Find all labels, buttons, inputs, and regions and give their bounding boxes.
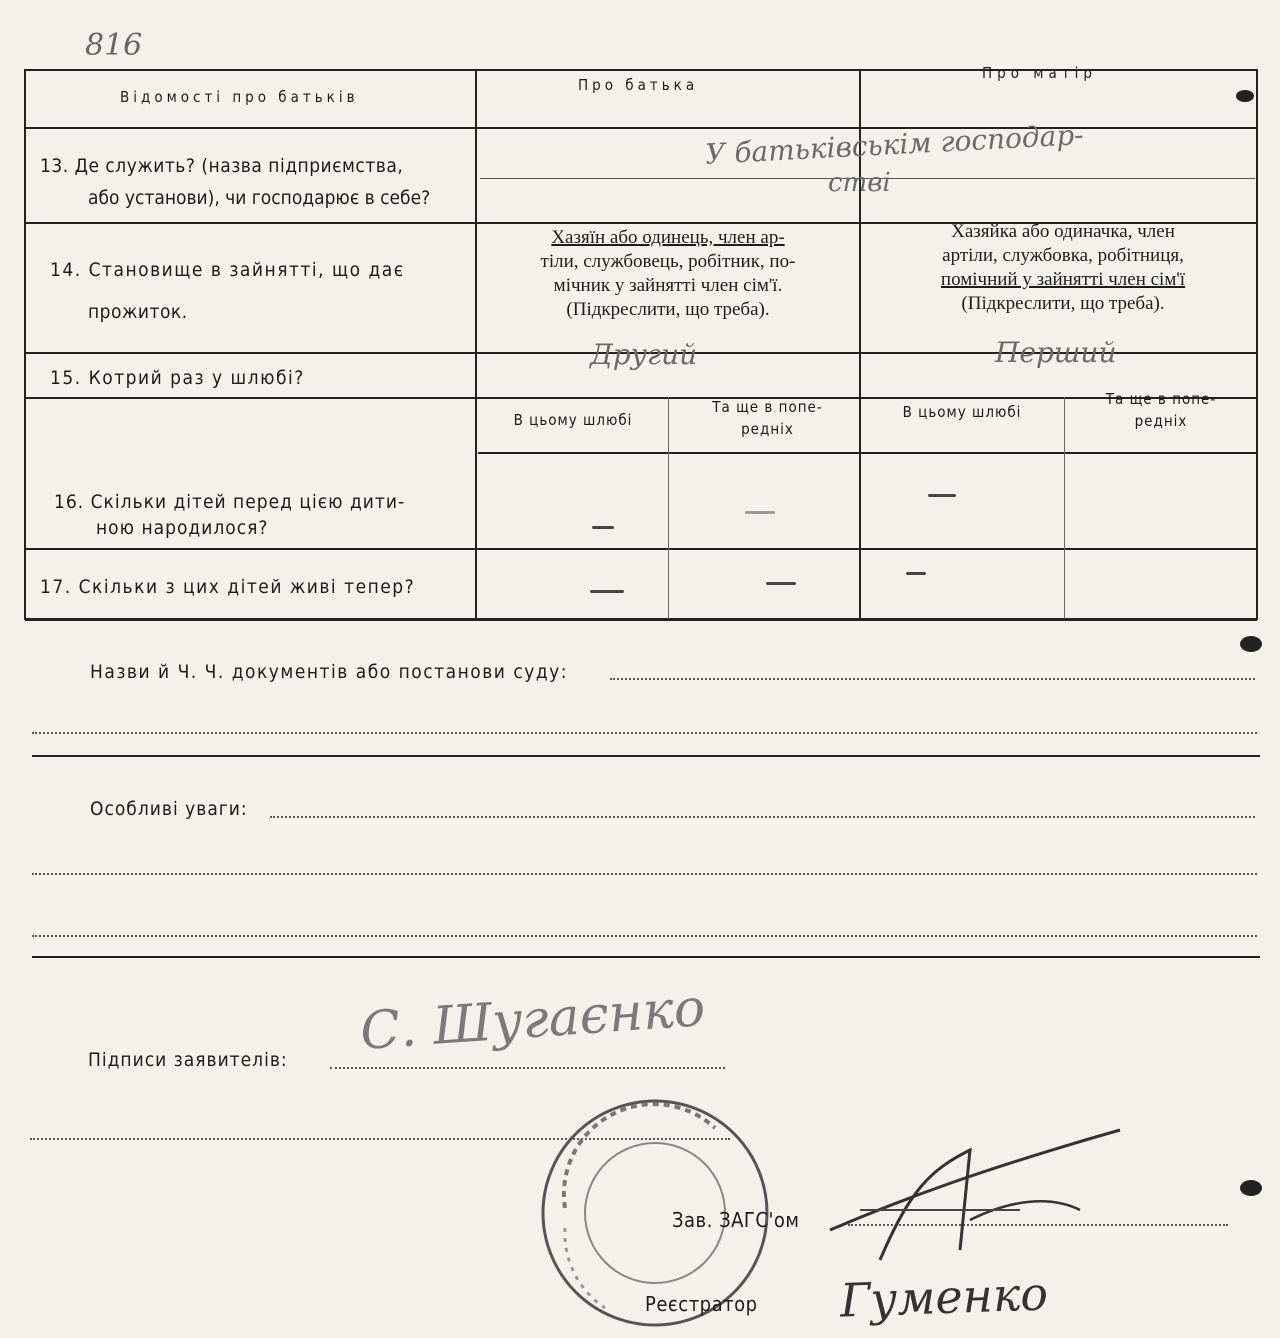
- registrar-label: Реєстратор: [645, 1292, 758, 1316]
- ink-blot: [1236, 90, 1254, 102]
- q16-father-sub2-line2: редніх: [741, 420, 794, 438]
- q16-mother-sub2-line2: редніх: [1134, 412, 1188, 430]
- q14-line2: прожиток.: [88, 301, 188, 323]
- q16-father-sub2-line1: Та ще в попе-: [712, 398, 823, 416]
- q17-text: 17. Скільки з цих дітей живі тепер?: [40, 576, 416, 598]
- remarks-line-3: [32, 935, 1257, 937]
- head-signature-scribble: [820, 1110, 1140, 1270]
- header-mother: Про матір: [982, 64, 1097, 82]
- remarks-line-1: [270, 816, 1255, 818]
- q17-father-prev-dash: [766, 582, 796, 585]
- q16-father-prev-dash: [745, 511, 775, 514]
- ink-blot: [1240, 636, 1262, 652]
- q15-father-answer: Другий: [590, 338, 698, 371]
- header-father: Про батька: [578, 76, 699, 94]
- q14-father-options: [488, 226, 848, 322]
- documents-label: Назви й Ч. Ч. документів або постанови суду:: [90, 661, 569, 683]
- q16-line1: 16. Скільки дітей перед цією дити-: [54, 491, 406, 513]
- q14-mother-line4: (Підкреслити, що треба).: [961, 293, 1165, 314]
- q13-handwritten-answer-cont: стві: [828, 168, 891, 198]
- registrar-signature: Гуменко: [839, 1266, 1049, 1328]
- q15-mother-answer: Перший: [995, 336, 1117, 369]
- documents-line-2: [32, 732, 1257, 734]
- q16-father-this-dash: [592, 526, 614, 529]
- q14-mother-line2: артіли, службовка, робітниця,: [942, 245, 1184, 266]
- divider-1: [32, 755, 1260, 757]
- applicant-signature: С. Шугаєнко: [358, 978, 708, 1062]
- q14-mother-options: [878, 220, 1248, 316]
- ink-blot: [1240, 1180, 1262, 1196]
- q16-father-sub2: [670, 396, 865, 440]
- q16-father-sub1: В цьому шлюбі: [513, 411, 633, 429]
- q13-line2: або установи), чи господарює в себе?: [88, 187, 431, 209]
- q16-mother-sub2-line1: Та ще в попе-: [1105, 390, 1217, 408]
- q17-mother-this-dash: [906, 572, 926, 575]
- q16-line2: ною народилося?: [96, 517, 269, 539]
- signature-line-1: [330, 1067, 725, 1069]
- remarks-label: Особливі уваги:: [90, 798, 248, 820]
- q16-mother-sub1: В цьому шлюбі: [902, 403, 1022, 421]
- documents-line-1: [610, 678, 1255, 680]
- corner-note: 816: [85, 28, 143, 63]
- q17-father-this-dash: [590, 590, 624, 593]
- q16-mother-sub2: [1066, 388, 1256, 432]
- divider-2: [32, 956, 1260, 958]
- q13-handwritten-answer: У батьківськім господар-: [704, 118, 1085, 171]
- q13-line1: 13. Де служить? (назва підприємства,: [40, 155, 404, 177]
- head-label: Зав. ЗАГС'ом: [672, 1208, 800, 1232]
- q16-mother-this-dash: [928, 494, 956, 497]
- header-info-label: Відомості про батьків: [120, 88, 359, 106]
- q14-line1: 14. Становище в зайнятті, що дає: [50, 259, 405, 281]
- signatures-label: Підписи заявителів:: [88, 1049, 288, 1071]
- q14-father-line4: (Підкреслити, що треба).: [566, 299, 770, 320]
- q14-mother-line1: Хазяйка або одиначка, член: [951, 221, 1175, 242]
- q14-father-line1: Хазяїн або одинець, член ар-: [551, 227, 785, 248]
- remarks-line-2: [32, 873, 1257, 875]
- q15-text: 15. Котрий раз у шлюбі?: [50, 367, 305, 389]
- q14-father-line3: мічник у зайнятті член сім'ї.: [553, 275, 783, 296]
- q14-mother-line3: помічний у зайнятті член сім'ї: [940, 269, 1186, 290]
- q14-father-line2: тіли, службовець, робітник, по-: [540, 251, 796, 272]
